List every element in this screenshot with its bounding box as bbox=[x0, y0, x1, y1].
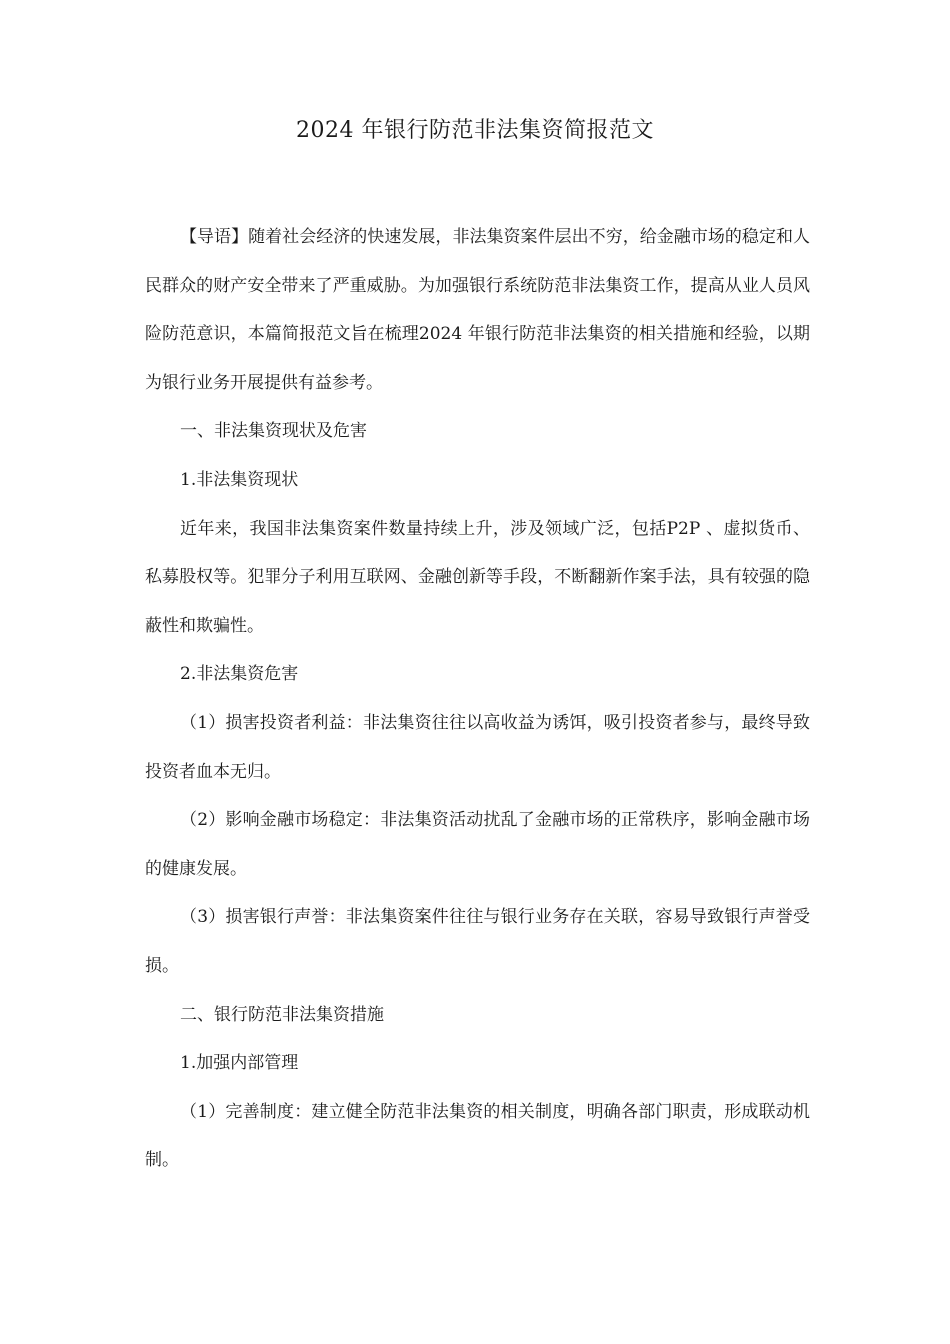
body-paragraph: 近年来，我国非法集资案件数量持续上升，涉及领域广泛，包括P2P 、虚拟货币、私募股权等。犯罪分子利用互联网、金融创新等手段，不断翻新作案手法，具有较强的隐蔽性和欺骗性。 bbox=[145, 518, 810, 636]
list-item-paragraph: （1）完善制度：建立健全防范非法集资的相关制度，明确各部门职责，形成联动机制。 bbox=[145, 1101, 810, 1171]
subsection-heading-1-2: 2.非法集资危害 bbox=[180, 664, 299, 685]
document-title: 2024 年银行防范非法集资简报范文 bbox=[296, 118, 654, 143]
list-item-paragraph: （1）损害投资者利益：非法集资往往以高收益为诱饵，吸引投资者参与，最终导致投资者血本无归。 bbox=[145, 712, 810, 782]
list-item-paragraph: （2）影响金融市场稳定：非法集资活动扰乱了金融市场的正常秩序，影响金融市场的健康发展。 bbox=[145, 810, 810, 879]
section-heading-2: 二、银行防范非法集资措施 bbox=[180, 1004, 384, 1025]
subsection-heading-2-1: 1.加强内部管理 bbox=[180, 1053, 299, 1074]
section-heading-1: 一、非法集资现状及危害 bbox=[180, 421, 367, 442]
intro-paragraph: 【导语】随着社会经济的快速发展，非法集资案件层出不穷，给金融市场的稳定和人民群众的财产安全带来了严重威胁。为加强银行系统防范非法集资工作，提高从业人员风险防范意识，本篇简报范文旨在梳理2024 年银行防范非法集资的相关措施和经验，以期为银行业务开展提供有益参考。 bbox=[145, 227, 810, 393]
subsection-heading-1-1: 1.非法集资现状 bbox=[180, 469, 299, 490]
document-body bbox=[145, 213, 810, 1185]
list-item-paragraph: （3）损害银行声誉：非法集资案件往往与银行业务存在关联，容易导致银行声誉受损。 bbox=[145, 907, 810, 976]
